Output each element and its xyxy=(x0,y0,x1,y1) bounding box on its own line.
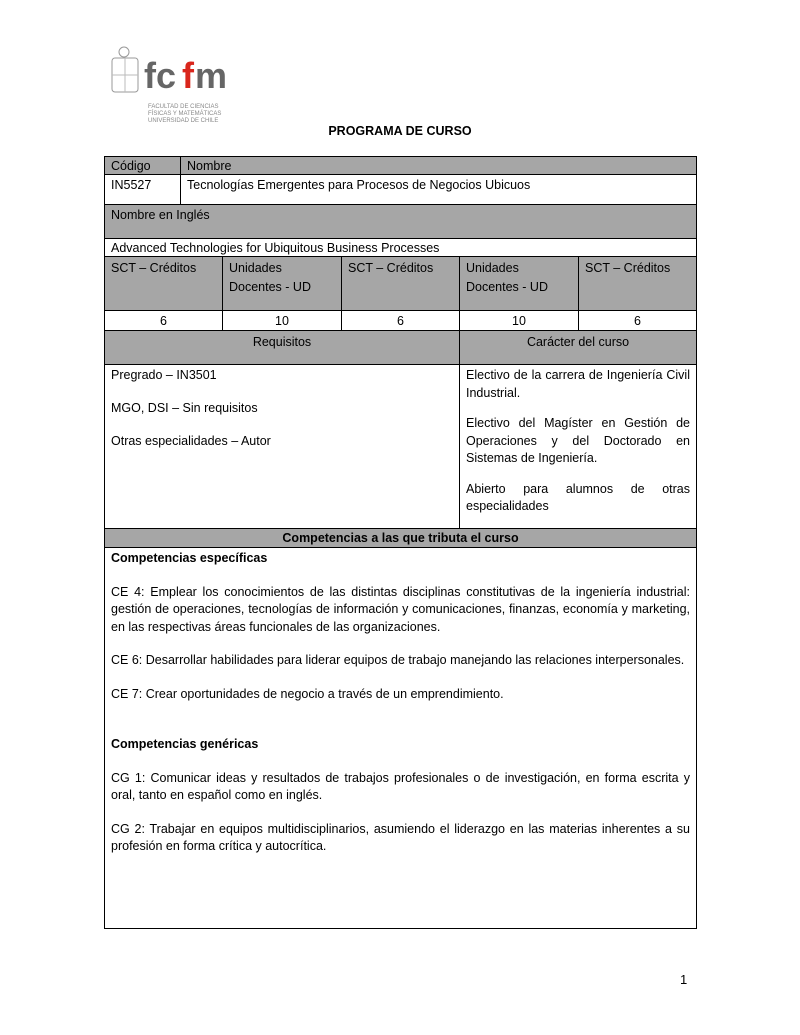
caracter-label: Carácter del curso xyxy=(459,330,697,365)
credit-value: 6 xyxy=(104,310,223,331)
competencias-header: Competencias a las que tributa el curso xyxy=(104,528,697,548)
requisitos-cell xyxy=(104,364,460,529)
codigo-label: Código xyxy=(104,156,181,175)
credit-value: 6 xyxy=(341,310,460,331)
competencia: CE 7: Crear oportunidades de negocio a través de un emprendimiento. xyxy=(111,686,504,701)
credit-value: 6 xyxy=(578,310,697,331)
page-number: 1 xyxy=(680,972,688,987)
competencia: CG 2: Trabajar en equipos multidisciplinarios, asumiendo el liderazgo en las materias inherentes a su profesión en forma crítica y autocrítica. xyxy=(111,821,690,853)
especificas-heading: Competencias específicas xyxy=(111,551,268,565)
caracter-item: Electivo de la carrera de Ingeniería Civil Industrial. xyxy=(466,368,690,400)
svg-text:FACULTAD DE CIENCIAS: FACULTAD DE CIENCIAS xyxy=(148,104,219,110)
credit-value: 10 xyxy=(222,310,342,331)
competencias-cell xyxy=(104,547,697,929)
competencia: CG 1: Comunicar ideas y resultados de trabajos profesionales o de investigación, en forma escrita y oral, tanto en español como en inglés. xyxy=(111,770,690,802)
course-name: Tecnologías Emergentes para Procesos de Negocios Ubicuos xyxy=(180,174,697,205)
requisito: Pregrado – IN3501 xyxy=(111,368,217,382)
credit-header: SCT – Créditos xyxy=(578,256,697,311)
university-seal-icon xyxy=(108,44,233,129)
genericas-heading: Competencias genéricas xyxy=(111,737,259,751)
competencia: CE 6: Desarrollar habilidades para liderar equipos de trabajo manejando las relaciones interpersonales. xyxy=(111,653,685,667)
svg-text:m: m xyxy=(195,55,228,96)
svg-text:f: f xyxy=(182,55,194,96)
caracter-item: Electivo del Magíster en Gestión de Operaciones y del Doctorado en Sistemas de Ingeniería. xyxy=(466,416,690,465)
page-title: PROGRAMA DE CURSO xyxy=(328,124,472,138)
svg-text:UNIVERSIDAD DE CHILE: UNIVERSIDAD DE CHILE xyxy=(148,118,219,124)
credit-value: 10 xyxy=(459,310,579,331)
credit-header: Unidades Docentes - UD xyxy=(222,256,342,311)
requisitos-label: Requisitos xyxy=(104,330,460,365)
requisito: Otras especialidades – Autor xyxy=(111,434,271,448)
course-code: IN5527 xyxy=(104,174,181,205)
credit-header: SCT – Créditos xyxy=(104,256,223,311)
competencia: CE 4: Emplear los conocimientos de las distintas disciplinas constitutivas de la ingeniería industrial: gestión de operaciones, tecnologías de información y comunicaciones, finanzas, economía y marketing, en las respectivas áreas funcionales de las organizaciones. xyxy=(111,584,690,634)
svg-text:FÍSICAS Y MATEMÁTICAS: FÍSICAS Y MATEMÁTICAS xyxy=(148,111,222,117)
credit-header: Unidades Docentes - UD xyxy=(459,256,579,311)
english-name-label: Nombre en Inglés xyxy=(104,204,697,239)
requisito: MGO, DSI – Sin requisitos xyxy=(111,401,258,415)
credit-header: SCT – Créditos xyxy=(341,256,460,311)
fcfm-logo xyxy=(108,44,233,129)
caracter-item: Abierto para alumnos de otras especialidades xyxy=(466,481,690,513)
nombre-label: Nombre xyxy=(180,156,697,175)
caracter-cell xyxy=(459,364,697,529)
english-name: Advanced Technologies for Ubiquitous Business Processes xyxy=(104,238,697,257)
svg-text:fc: fc xyxy=(144,55,177,96)
